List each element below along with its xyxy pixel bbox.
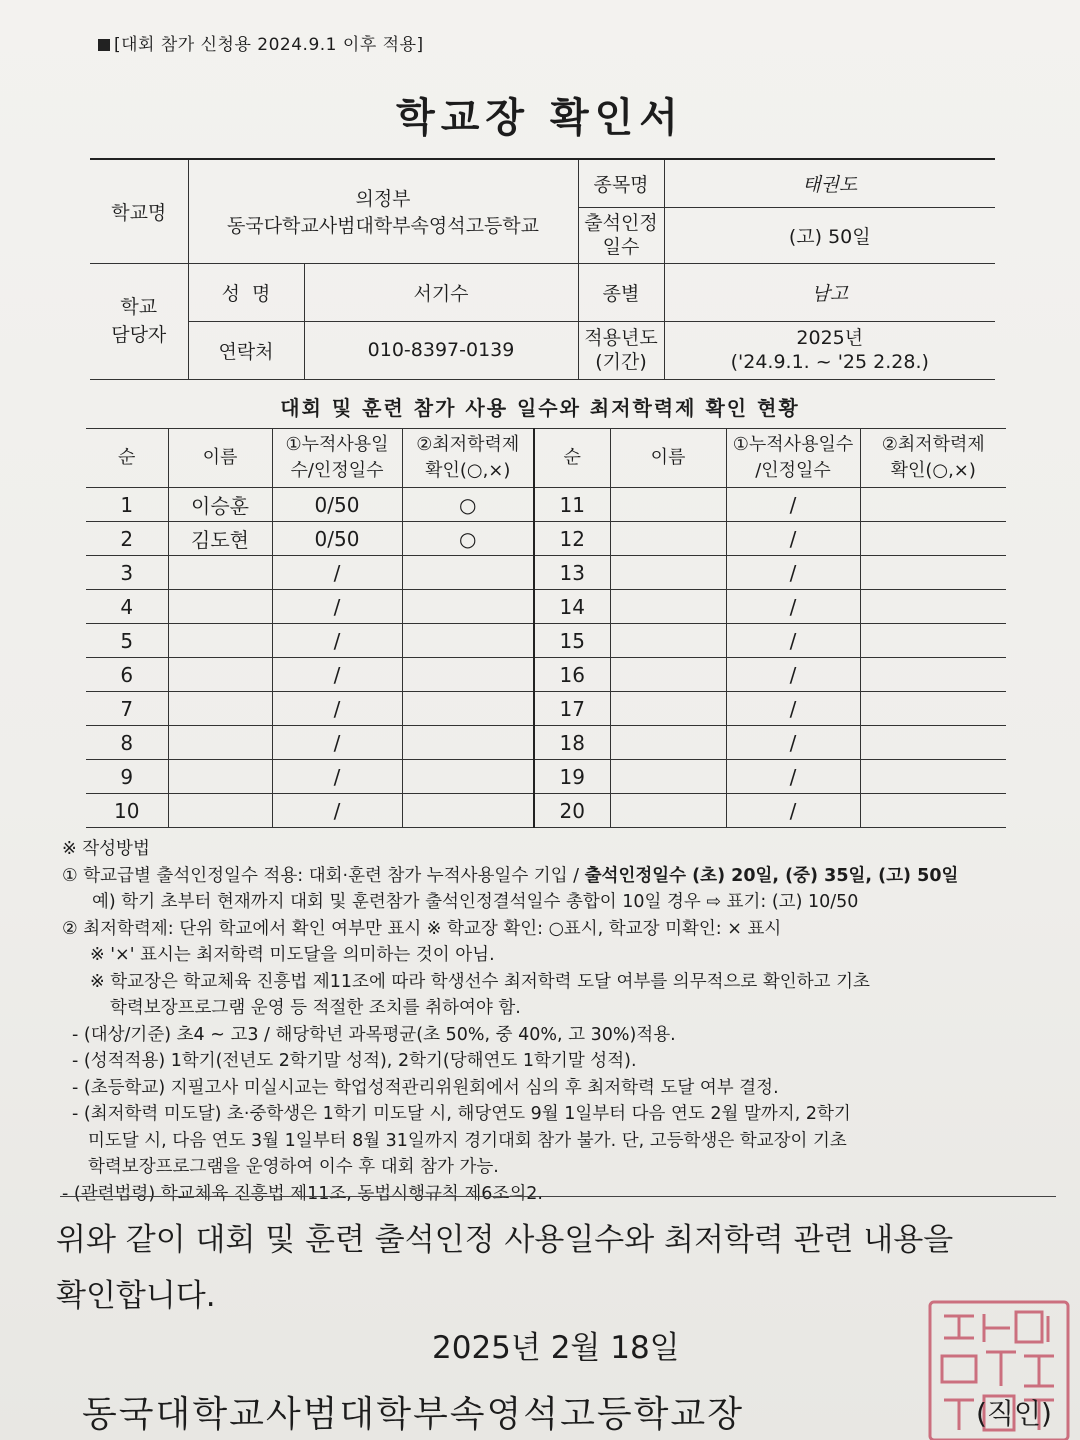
confirmation-line2: 확인합니다. (56, 1278, 216, 1314)
row-check (402, 556, 534, 590)
header-grade-left-line1: ②최저학력제 (416, 434, 520, 455)
row-check (860, 556, 1006, 590)
principal-signature-line: 동국대학교사범대학부속영석고등학교장 (82, 1394, 744, 1435)
row-name (610, 794, 726, 828)
row-name (168, 726, 272, 760)
note-grades: - (성적적용) 1학기(전년도 2학기말 성적), 2학기(당해연도 1학기말 성적). (72, 1051, 637, 1071)
notes-heading: ※ 작성방법 (62, 839, 150, 859)
table-row (86, 624, 1006, 658)
row-num: 3 (86, 556, 168, 590)
confirmation-line1: 위와 같이 대회 및 훈련 출석인정 사용일수와 최저학력 관련 내용을 (56, 1222, 954, 1258)
row-days: / (726, 522, 860, 556)
row-name (168, 590, 272, 624)
school-label: 학교명 (90, 159, 188, 263)
year-value-line2: ('24.9.1. ~ '25 2.28.) (730, 351, 929, 373)
row-name (610, 726, 726, 760)
header-name-right: 이름 (610, 429, 726, 488)
contact-label: 연락처 (188, 321, 304, 379)
year-label (578, 321, 664, 379)
row-name: 김도현 (168, 522, 272, 556)
table-row (86, 590, 1006, 624)
header-name-left: 이름 (168, 429, 272, 488)
row-num: 17 (534, 692, 610, 726)
row-num: 15 (534, 624, 610, 658)
header-num-right: 순 (534, 429, 610, 488)
row-days: / (272, 692, 402, 726)
row-check (402, 658, 534, 692)
type-value: 남고 (664, 263, 995, 321)
instructions-section (62, 836, 1062, 1207)
confirmation-statement (56, 1212, 1056, 1324)
row-check (860, 624, 1006, 658)
row-num: 18 (534, 726, 610, 760)
row-check (402, 760, 534, 794)
header-grade-left-line2: 확인(○,×) (425, 460, 511, 481)
note-not-reached: - (최저학력 미도달) 초·중학생은 1학기 미도달 시, 해당연도 9월 1일부터 다음 연도 2월 말까지, 2학기 (72, 1104, 851, 1124)
year-label-line2: (기간) (595, 351, 647, 373)
row-days: / (726, 624, 860, 658)
attendance-label-line2: 일수 (602, 236, 640, 258)
table-row (86, 556, 1006, 590)
row-name (168, 624, 272, 658)
contact-value: 010-8397-0139 (304, 321, 578, 379)
row-check (860, 590, 1006, 624)
note-4: ※ 학교장은 학교체육 진흥법 제11조에 따라 학생선수 최저학력 도달 여부를 의무적으로 확인하고 기초 (90, 971, 870, 992)
square-bullet-icon (98, 39, 110, 51)
row-check (402, 590, 534, 624)
row-num: 20 (534, 794, 610, 828)
row-days: 0/50 (272, 488, 402, 522)
row-check (860, 488, 1006, 522)
row-name: 이승훈 (168, 488, 272, 522)
roster-header-row (86, 429, 1006, 488)
manager-label-line1: 학교 (120, 296, 158, 318)
type-label: 종별 (578, 263, 664, 321)
table-row (86, 692, 1006, 726)
row-check (860, 522, 1006, 556)
row-check: ○ (402, 522, 534, 556)
seal-label: (직인) (976, 1397, 1052, 1430)
header-grade-right-line2: 확인(○,×) (890, 460, 976, 481)
table-row (86, 726, 1006, 760)
header-grade-right (860, 429, 1006, 488)
row-days: / (726, 488, 860, 522)
row-name (610, 624, 726, 658)
note-3: ※ '×' 표시는 최저학력 미도달을 의미하는 것이 아님. (90, 945, 495, 965)
row-name (168, 760, 272, 794)
note-not-reached-cont1: 미도달 시, 다음 연도 3월 1일부터 8월 31일까지 경기대회 참가 불가. 단, 고등학생은 학교장이 기초 (88, 1130, 847, 1151)
year-value-line1: 2025년 (796, 327, 864, 349)
school-name-line1: 의정부 (355, 188, 411, 211)
row-num: 19 (534, 760, 610, 794)
row-name (168, 658, 272, 692)
row-check (860, 726, 1006, 760)
header-note-text: [대회 참가 신청용 2024.9.1 이후 적용] (114, 35, 424, 55)
row-days: / (726, 556, 860, 590)
header-days-right-line2: /인정일수 (755, 460, 831, 481)
row-days: / (272, 794, 402, 828)
note-elementary: - (초등학교) 지필고사 미실시교는 학업성적관리위원회에서 심의 후 최저학력 도달 여부 결정. (72, 1077, 779, 1098)
row-days: 0/50 (272, 522, 402, 556)
school-name-cell (188, 159, 578, 263)
header-days-right (726, 429, 860, 488)
row-num: 8 (86, 726, 168, 760)
row-num: 2 (86, 522, 168, 556)
name-label: 성 명 (188, 263, 304, 321)
row-check (402, 624, 534, 658)
row-days: / (272, 726, 402, 760)
attendance-label-line1: 출석인정 (584, 212, 658, 234)
row-num: 13 (534, 556, 610, 590)
note-not-reached-cont2: 학력보장프로그램을 운영하여 이수 후 대회 참가 가능. (88, 1157, 499, 1177)
row-name (610, 556, 726, 590)
row-name (168, 556, 272, 590)
header-days-left (272, 429, 402, 488)
row-num: 5 (86, 624, 168, 658)
row-days: / (726, 692, 860, 726)
row-name (168, 794, 272, 828)
row-num: 12 (534, 522, 610, 556)
row-num: 9 (86, 760, 168, 794)
year-value (664, 321, 995, 379)
table-row (86, 658, 1006, 692)
row-check (860, 794, 1006, 828)
row-check: ○ (402, 488, 534, 522)
table-row (86, 794, 1006, 828)
row-num: 6 (86, 658, 168, 692)
document-title: 학교장 확인서 (396, 95, 684, 141)
note-1-example: 예) 학기 초부터 현재까지 대회 및 훈련참가 출석인정결석일수 총합이 10일 경우 ⇨ 표기: (고) 10/50 (92, 892, 859, 912)
header-num-left: 순 (86, 429, 168, 488)
header-days-right-line1: ①누적사용일수 (732, 434, 854, 455)
info-table (90, 158, 995, 380)
row-num: 1 (86, 488, 168, 522)
note-target: - (대상/기준) 초4 ~ 고3 / 해당학년 과목평균(초 50%, 중 40%, 고 30%)적용. (72, 1024, 676, 1045)
roster-table (86, 428, 1006, 828)
header-grade-right-line1: ②최저학력제 (881, 434, 985, 455)
row-num: 10 (86, 794, 168, 828)
note-1-bold: 출석인정일수 (초) 20일, (중) 35일, (고) 50일 (584, 865, 959, 886)
row-name (610, 760, 726, 794)
attendance-label (578, 207, 664, 263)
row-name (610, 692, 726, 726)
note-law: - (관련법령) 학교체육 진흥법 제11조, 동법시행규칙 제6조의2. (62, 1183, 543, 1204)
manager-label-line2: 담당자 (111, 324, 167, 346)
row-name (610, 522, 726, 556)
note-1-text: ① 학교급별 출석인정일수 적용: 대회·훈련 참가 누적사용일수 기입 / (62, 865, 585, 886)
table-row (86, 488, 1006, 522)
note-2: ② 최저학력제: 단위 학교에서 확인 여부만 표시 ※ 학교장 확인: ○표시, 학교장 미확인: × 표시 (62, 918, 782, 939)
sport-label: 종목명 (578, 159, 664, 207)
divider (60, 1196, 1056, 1197)
row-name (610, 590, 726, 624)
row-check (402, 794, 534, 828)
row-check (860, 760, 1006, 794)
table-row (86, 760, 1006, 794)
row-num: 7 (86, 692, 168, 726)
row-days: / (726, 726, 860, 760)
row-days: / (272, 658, 402, 692)
manager-label (90, 263, 188, 379)
row-name (610, 658, 726, 692)
table-row (86, 522, 1006, 556)
row-days: / (272, 590, 402, 624)
attendance-value: (고) 50일 (664, 207, 995, 263)
row-num: 14 (534, 590, 610, 624)
row-num: 16 (534, 658, 610, 692)
header-days-left-line1: ①누적사용일 (285, 434, 389, 455)
row-check (402, 726, 534, 760)
row-days: / (272, 556, 402, 590)
row-num: 11 (534, 488, 610, 522)
sport-value: 태권도 (664, 159, 995, 207)
row-days: / (272, 624, 402, 658)
roster-title: 대회 및 훈련 참가 사용 일수와 최저학력제 확인 현황 (280, 396, 800, 420)
header-note (98, 30, 424, 55)
year-label-line1: 적용년도 (584, 327, 658, 349)
row-num: 4 (86, 590, 168, 624)
row-check (860, 658, 1006, 692)
row-check (402, 692, 534, 726)
header-grade-left (402, 429, 534, 488)
issue-date: 2025년 2월 18일 (432, 1330, 680, 1366)
row-name (610, 488, 726, 522)
row-days: / (726, 590, 860, 624)
row-days: / (272, 760, 402, 794)
note-4-cont: 학력보장프로그램 운영 등 적절한 조치를 취하여야 함. (110, 998, 521, 1018)
row-days: / (726, 760, 860, 794)
name-value: 서기수 (304, 263, 578, 321)
row-days: / (726, 658, 860, 692)
row-days: / (726, 794, 860, 828)
note-1 (62, 863, 1062, 890)
school-name-line2: 동국다학교사범대학부속영석고등학교 (226, 215, 540, 238)
row-check (860, 692, 1006, 726)
row-name (168, 692, 272, 726)
header-days-left-line2: 수/인정일수 (290, 460, 384, 481)
